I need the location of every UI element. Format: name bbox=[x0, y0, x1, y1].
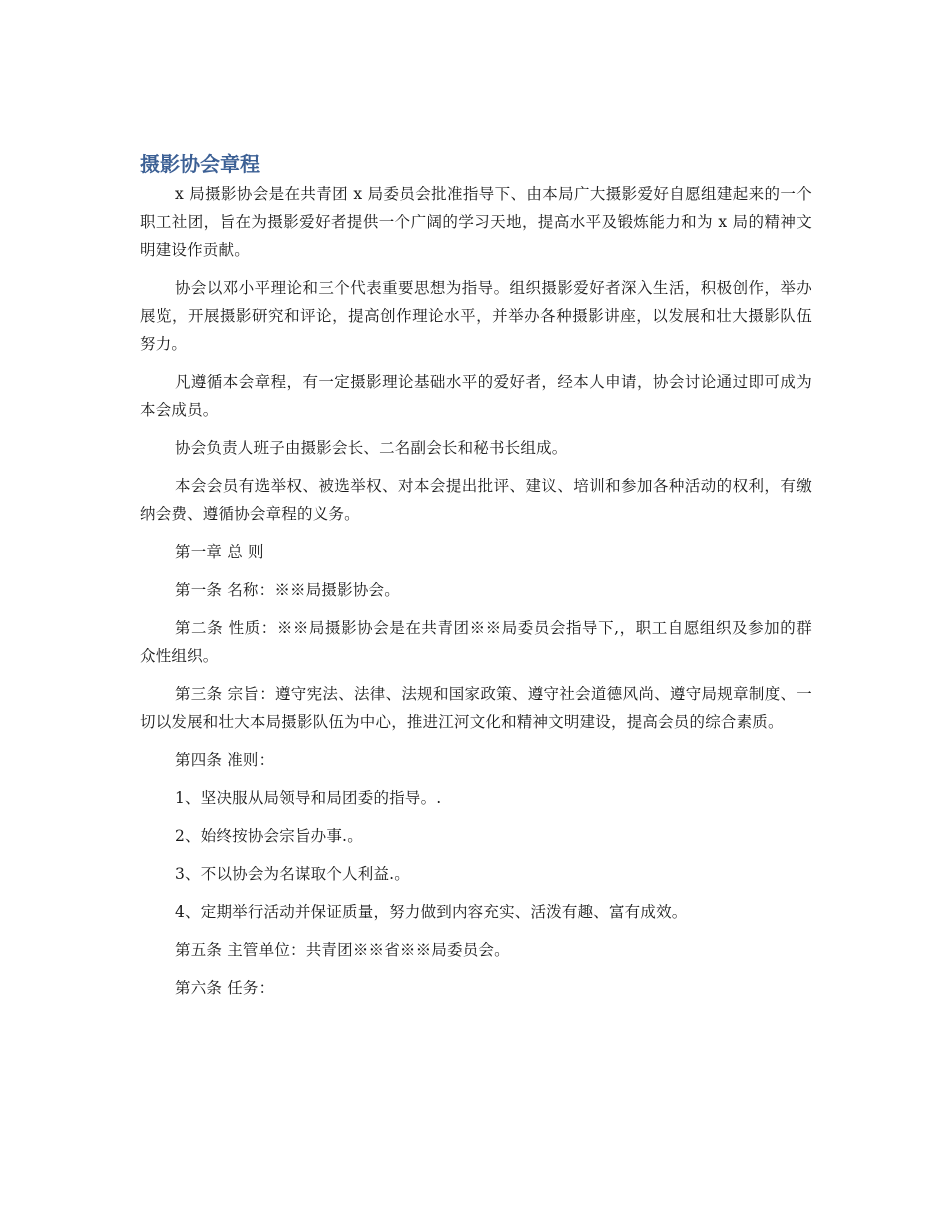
paragraph-membership: 凡遵循本会章程，有一定摄影理论基础水平的爱好者，经本人申请，协会讨论通过即可成为本会成员。 bbox=[140, 373, 812, 419]
article-2: 第二条 性质：※※局摄影协会是在共青团※※局委员会指导下,，职工自愿组织及参加的群众性组织。 bbox=[140, 619, 812, 665]
article-4-item-4: 4、定期举行活动并保证质量，努力做到内容充实、活泼有趣、富有成效。 bbox=[175, 903, 688, 921]
chapter-heading: 第一章 总 则 bbox=[175, 543, 264, 561]
document-body bbox=[140, 180, 812, 1012]
article-1: 第一条 名称：※※局摄影协会。 bbox=[175, 581, 400, 599]
article-4-item-1: 1、坚决服从局领导和局团委的指导。. bbox=[175, 789, 442, 807]
paragraph-leadership: 协会负责人班子由摄影会长、二名副会长和秘书长组成。 bbox=[175, 439, 568, 457]
article-5: 第五条 主管单位：共青团※※省※※局委员会。 bbox=[175, 941, 510, 959]
paragraph-rights: 本会会员有选举权、被选举权、对本会提出批评、建议、培训和参加各种活动的权利，有缴纳会费、遵循协会章程的义务。 bbox=[140, 477, 812, 523]
article-4-item-2: 2、始终按协会宗旨办事.。 bbox=[175, 827, 363, 845]
article-6: 第六条 任务： bbox=[175, 979, 275, 997]
paragraph-intro: x 局摄影协会是在共青团 x 局委员会批准指导下、由本局广大摄影爱好自愿组建起来的一个职工社团，旨在为摄影爱好者提供一个广阔的学习天地，提高水平及锻炼能力和为 x 局的精神文明建设作贡献。 bbox=[140, 185, 812, 259]
paragraph-guidance: 协会以邓小平理论和三个代表重要思想为指导。组织摄影爱好者深入生活，积极创作，举办展览，开展摄影研究和评论，提高创作理论水平，并举办各种摄影讲座，以发展和壮大摄影队伍努力。 bbox=[140, 279, 812, 353]
article-4: 第四条 准则： bbox=[175, 751, 275, 769]
article-3: 第三条 宗旨：遵守宪法、法律、法规和国家政策、遵守社会道德风尚、遵守局规章制度、一切以发展和壮大本局摄影队伍为中心，推进江河文化和精神文明建设，提高会员的综合素质。 bbox=[140, 685, 812, 731]
document-title: 摄影协会章程 bbox=[140, 152, 260, 176]
article-4-item-3: 3、不以协会为名谋取个人利益.。 bbox=[175, 865, 410, 883]
